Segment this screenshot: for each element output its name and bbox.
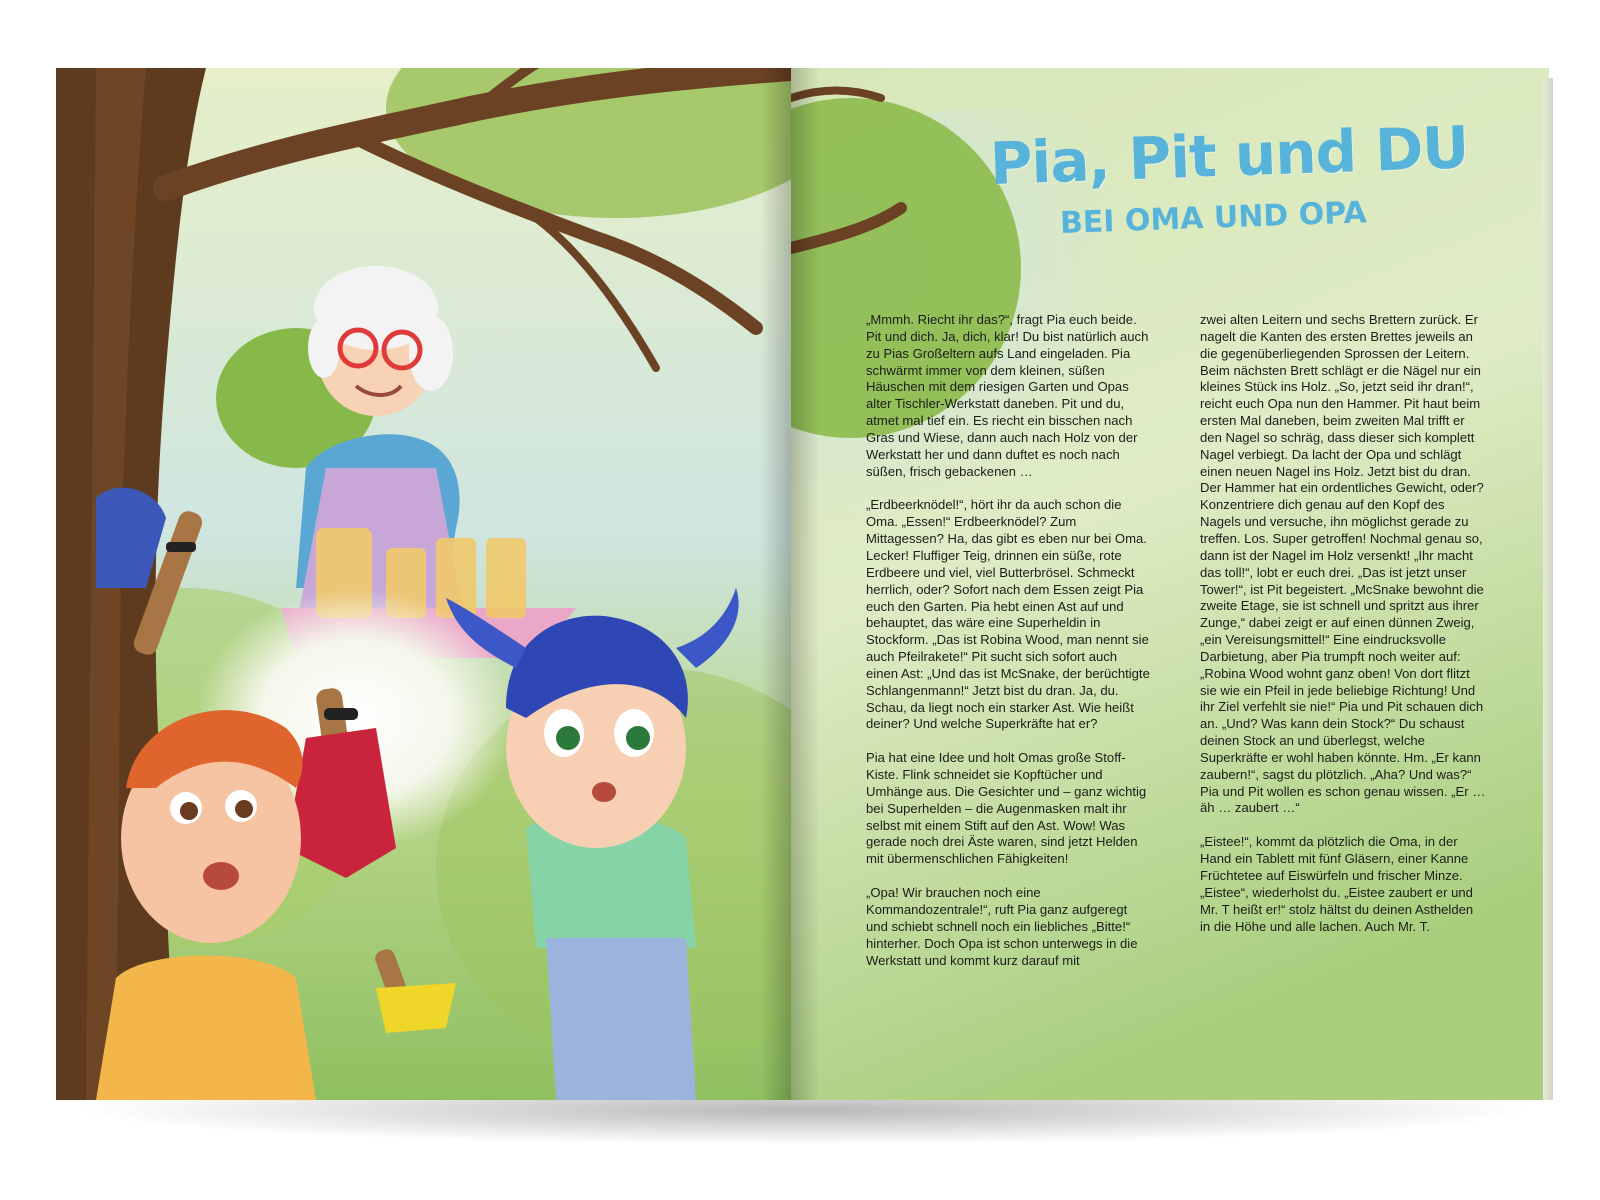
page-edge bbox=[1543, 78, 1553, 1100]
story-column-1 bbox=[866, 312, 1152, 986]
page-title: Pia, Pit und DU bbox=[988, 113, 1470, 198]
page-subtitle: BEI OMA UND OPA bbox=[1059, 195, 1368, 241]
story-paragraph: zwei alten Leitern und sechs Brettern zurück. Er nagelt die Kanten des ersten Brettes jeweils an die gegenüberliegenden Sprossen der Leitern. Beim nächsten Brett schlägt er die Nägel nur ein kleines Stück ins Holz. „So, jetzt seid ihr dran!“, reicht euch Opa nun den Hammer. Pit haut beim ersten Mal daneben, beim zweiten Mal trifft er den Nagel so schräg, dass dieser sich komplett Nagel verbiegt. Da lacht der Opa und schlägt einen neuen Nagel ins Holz. Jetzt bist du dran. Der Hammer hat ein ordentliches Gewicht, oder? Konzentriere dich genau auf den Kopf des Nagels und versuche, ihn möglichst gerade zu treffen. Los. Super getroffen! Nochmal genau so, dann ist der Nagel im Holz versenkt! „Ihr macht das toll!“, lobt er euch drei. „Das ist jetzt unser Tower!“, ist Pit begeistert. „McSnake bewohnt die zweite Etage, sie ist schnell und spritzt aus ihrer Zunge,“ dabei zeigt er auf einen dünnen Zweig, „ein Vereisungsmittel!“ Eine eindrucksvolle Darbietung, aber Pia trumpft noch weiter auf: „Robina Wood wohnt ganz oben! Von dort flitzt sie wie ein Pfeil in jede beliebige Richtung! Und ihr Ziel verfehlt sie nie!“ Pia und Pit schauen dich an. „Und? Was kann dein Stock?“ Du schaust deinen Stock an und überlegst, welche Superkräfte er wohl haben könnte. Hm. „Er kann zaubern!“, sagst du plötzlich. „Aha? Und was?“ Pia und Pit wollen es schon genau wissen. „Er … äh … zaubert …“ bbox=[1200, 312, 1486, 816]
story-paragraph: Pia hat eine Idee und holt Omas große Stoff-Kiste. Flink schneidet sie Kopftücher und Umhänge aus. Die Gesichter und – ganz wichtig bei Superhelden – die Augenmasken malt ihr selbst mit einem Stift auf den Ast. Wow! Was gerade noch drei Äste waren, sind jetzt Helden mit übermenschlichen Fähigkeiten! bbox=[866, 750, 1147, 867]
illustration-scene bbox=[56, 68, 791, 1100]
story-paragraph: „Erdbeerknödel!“, hört ihr da auch schon die Oma. „Essen!“ Erdbeerknödel? Zum Mittagessen? Ha, das gibt es eben nur bei Oma. Lecker! Fluffiger Teig, drinnen ein süße, rote Erdbeere und viel, viel Butterbrösel. Schmeckt herrlich, oder? Sofort nach dem Essen zeigt Pia euch den Garten. Pia hebt einen Ast auf und behauptet, das wäre eine Superheldin in Stockform. „Das ist Robina Wood, man nennt sie auch Pfeilrakete!“ Pit sucht sich sofort auch einen Ast: „Und das ist McSnake, der berüchtigte Schlangenmann!“ Jetzt bist du dran. Ja, du. Schau, da liegt noch ein starker Ast. Wie heißt deiner? Und welche Superkräfte hat er? bbox=[866, 497, 1150, 732]
left-page-illustration bbox=[56, 68, 791, 1100]
story-column-2 bbox=[1200, 312, 1486, 952]
story-paragraph: „Eistee!“, kommt da plötzlich die Oma, in der Hand ein Tablett mit fünf Gläsern, einer Kanne Früchtetee auf Eiswürfeln und frischer Minze. „Eistee“, wiederholst du. „Eistee zaubert er und Mr. T heißt er!“ stolz hältst du deinen Asthelden in die Höhe und alle lachen. Auch Mr. T. bbox=[1200, 834, 1474, 934]
story-paragraph: „Opa! Wir brauchen noch eine Kommandozentrale!“, ruft Pia ganz aufgeregt und schiebt schnell noch ein liebliches „Bitte!“ hinterher. Doch Opa ist schon unterwegs in die Werkstatt und kommt kurz darauf mit bbox=[866, 885, 1138, 968]
title-block bbox=[988, 113, 1530, 241]
story-paragraph: „Mmmh. Riecht ihr das?“, fragt Pia euch beide. Pit und dich. Ja, dich, klar! Du bist natürlich auch zu Pias Großeltern aufs Land eingeladen. Pia schwärmt immer von dem kleinen, süßen Häuschen mit dem riesigen Garten und Opas alter Tischler-Werkstatt daneben. Pit und du, atmet mal tief ein. Es riecht ein bisschen nach Gras und Wiese, dann auch nach Holz von der Werkstatt her und dann duftet es noch nach süßen, frisch gebackenen … bbox=[866, 312, 1149, 479]
